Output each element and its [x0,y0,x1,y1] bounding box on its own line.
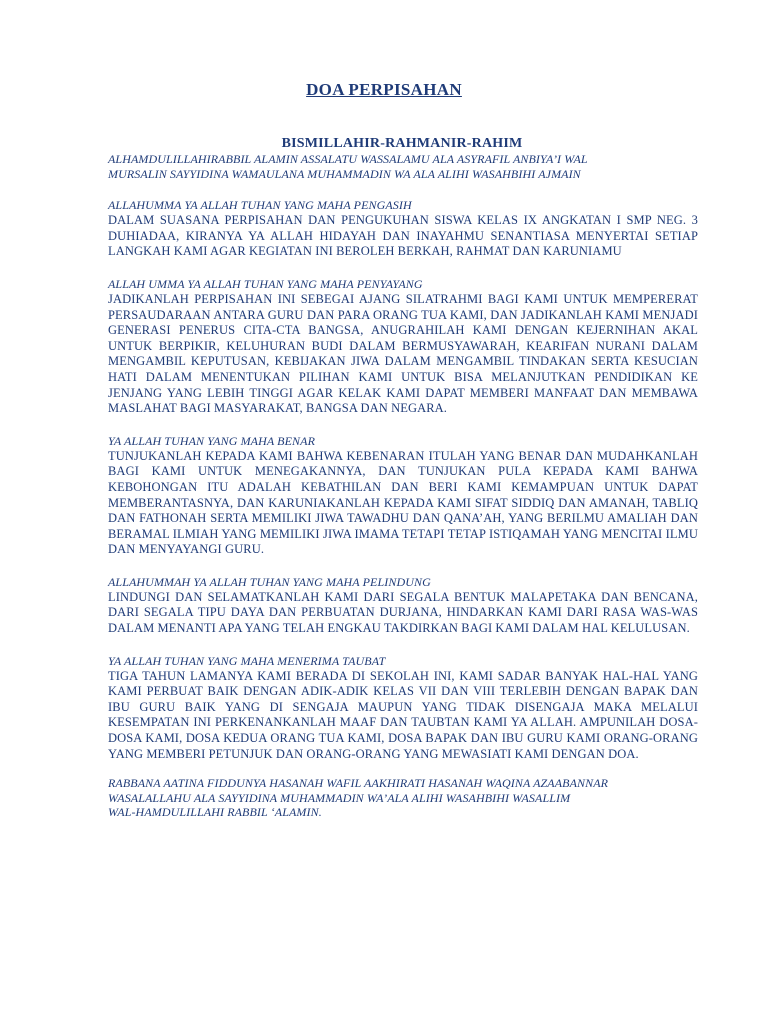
section-heading: YA ALLAH TUHAN YANG MAHA BENAR [108,433,316,448]
document-content [108,152,698,820]
bismillah-heading: BISMILLAHIR-RAHMANIR-RAHIM [281,136,523,151]
closing-line: RABBANA AATINA FIDDUNYA HASANAH WAFIL AAKHIRATI HASANAH WAQINA AZAABANNAR [108,776,609,791]
section-body: JADIKANLAH PERPISAHAN INI SEBEGAI AJANG SILATRAHMI BAGI KAMI UNTUK MEMPERERAT PERSAUDARAAN ANTARA GURU DAN PARA ORANG TUA KAMI, DAN JADIKANLAH KAMI MENJADI GENERASI PENERUS CITA-CTA BANGSA, ANUGRAHILAH KAMI DENGAN KEJERNIHAN AKAL UNTUK BERPIKIR, KELUHURAN BUDI DALAM BERMUSYAWARAH, KEARIFAN NURANI DALAM MENGAMBIL KEPUTUSAN, KEBIJAKAN JIWA DALAM MENGAMBIL TINDAKAN SERTA KESUCIAN HATI DALAM MENENTUKAN PILIHAN KAMI UNTUK BISA MELANJUTKAN PENDIDIKAN KE JENJANG YANG LEBIH TINGGI AGAR KELAK KAMI DAPAT MEMBERI MANFAAT DAN MEMBAWA MASLAHAT BAGI MASYARAKAT, BANGSA DAN NEGARA. [108,291,698,416]
opening-line: MURSALIN SAYYIDINA WAMAULANA MUHAMMADIN WA ALA ALIHI WASAHBIHI AJMAIN [108,166,581,181]
prayer-section [108,654,698,763]
prayer-section [108,277,698,417]
section-heading: ALLAHUMMAH YA ALLAH TUHAN YANG MAHA PELINDUNG [108,574,431,589]
section-heading: ALLAH UMMA YA ALLAH TUHAN YANG MAHA PENYAYANG [108,276,423,291]
section-heading: YA ALLAH TUHAN YANG MAHA MENERIMA TAUBAT [108,653,386,668]
section-heading: ALLAHUMMA YA ALLAH TUHAN YANG MAHA PENGASIH [108,198,412,213]
section-body: TUNJUKANLAH KEPADA KAMI BAHWA KEBENARAN ITULAH YANG BENAR DAN MUDAHKANLAH BAGI KAMI UNTUK MENEGAKANNYA, DAN TUNJUKAN PULA KEPADA KAMI BAHWA KEBOHONGAN ITU ADALAH KEBATHILAN DAN BERI KAMI KEMAMPUAN UNTUK DAPAT MEMBERANTASNYA, DAN KARUNIAKANLAH KEPADA KAMI SIFAT SIDDIQ DAN AMANAH, TABLIQ DAN FATHONAH SERTA MEMILIKI JIWA TAWADHU DAN QANA’AH, YANG BERILMU AMALIAH DAN BERAMAL ILMIAH YANG MEMILIKI JIWA IMAMA TETAPI TETAP ISTIQAMAH YANG MENCITAI ILMU DAN MENYAYANGI GURU. [108,448,698,557]
closing-line: WAL-HAMDULILLAHI RABBIL ‘ALAMIN. [108,805,322,820]
closing-block [108,776,698,820]
section-body: DALAM SUASANA PERPISAHAN DAN PENGUKUHAN SISWA KELAS IX ANGKATAN I SMP NEG. 3 DUHIADAA, KIRANYA YA ALLAH HIDAYAH DAN INAYAHMU SENANTIASA MENYERTAI SETIAP LANGKAH KAMI AGAR KEGIATAN INI BEROLEH BERKAH, RAHMAT DAN KARUNIAMU [108,213,698,259]
opening-block [108,152,698,181]
prayer-section [108,198,698,260]
prayer-section [108,434,698,558]
document-title: DOA PERPISAHAN [306,80,462,99]
closing-line: WASALALLAHU ALA SAYYIDINA MUHAMMADIN WA’ALA ALIHI WASAHBIHI WASALLIM [108,790,571,805]
prayer-section [108,575,698,637]
section-body: TIGA TAHUN LAMANYA KAMI BERADA DI SEKOLAH INI, KAMI SADAR BANYAK HAL-HAL YANG KAMI PERBUAT BAIK DENGAN ADIK-ADIK KELAS VII DAN VIII TERLEBIH DENGAN BAPAK DAN IBU GURU BAIK YANG DI SENGAJA MAUPUN YANG TIDAK DISENGAJA MAKA MELALUI KESEMPATAN INI PERKENANKANLAH MAAF DAN TAUBTAN KAMI YA ALLAH. AMPUNILAH DOSA-DOSA KAMI, DOSA KEDUA ORANG TUA KAMI, DOSA BAPAK DAN IBU GURU KAMI ORANG-ORANG YANG MEMBERI PETUNJUK DAN ORANG-ORANG YANG MEWASIATI KAMI DENGAN DOA. [108,668,698,761]
section-body: LINDUNGI DAN SELAMATKANLAH KAMI DARI SEGALA BENTUK MALAPETAKA DAN BENCANA, DARI SEGALA TIPU DAYA DAN PERBUATAN DURJANA, HINDARKAN KAMI DARI RASA WAS-WAS DALAM MENANTI APA YANG TELAH ENGKAU TAKDIRKAN BAGI KAMI DALAM HAL KELULUSAN. [108,589,698,636]
opening-line: ALHAMDULILLAHIRABBIL ALAMIN ASSALATU WASSALAMU ALA ASYRAFIL ANBIYA’I WAL [108,152,588,166]
